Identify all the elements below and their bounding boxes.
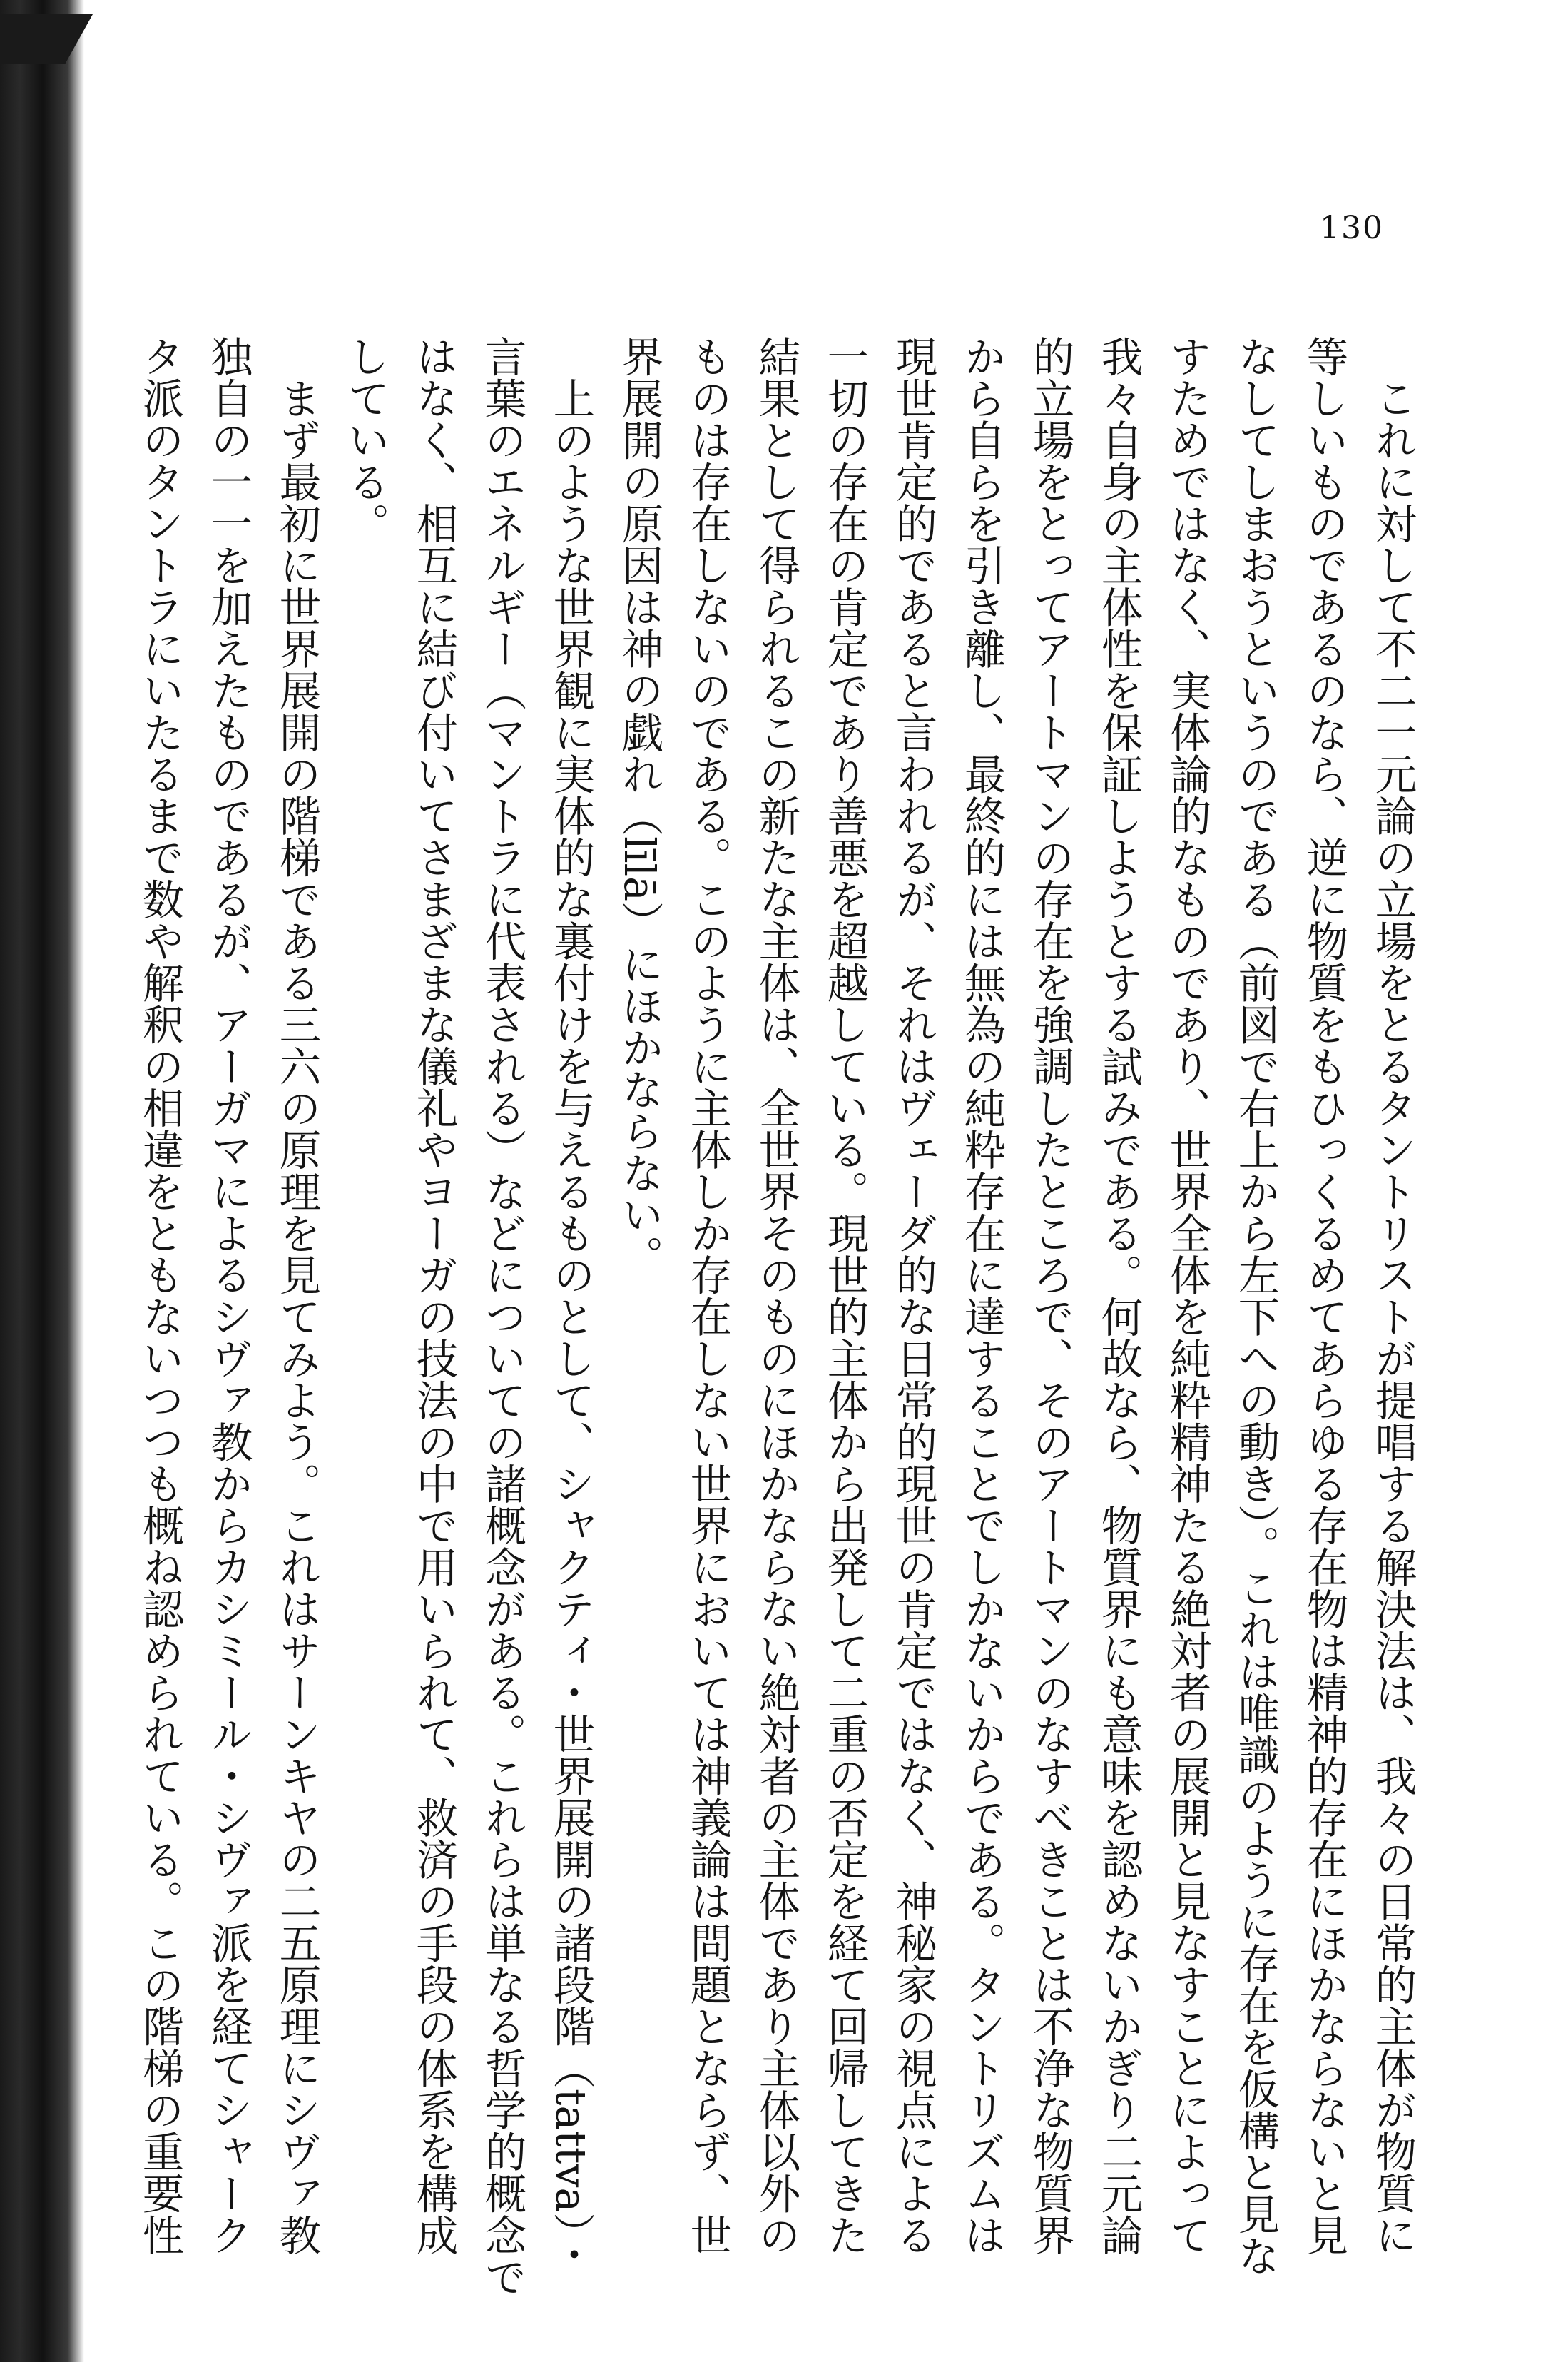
- text-line: 独自の一一を加えたものであるが、アーガマによるシヴァ教からカシミール・シヴァ派を経てシャーク: [204, 335, 253, 2256]
- text-line: 一切の存在の肯定であり善悪を超越している。現世的主体から出発して二重の否定を経て回帰してきた: [820, 335, 869, 2256]
- text-line: ものは存在しないのである。このように主体しか存在しない世界においては神義論は問題とならず、世: [683, 335, 732, 2256]
- text-line: から自らを引き離し、最終的には無為の純粋存在に達することでしかないからである。タントリズムは: [957, 335, 1006, 2256]
- text-line: 言葉のエネルギー（マントラに代表される）などについての諸概念がある。これらは単なる哲学的概念で: [478, 335, 526, 2298]
- binding-edge: [0, 0, 84, 2362]
- text-line: 我々自身の主体性を保証しようとする試みである。何故なら、物質界にも意味を認めないかぎり二元論: [1094, 335, 1143, 2256]
- text-line: 界展開の原因は神の戯れ（līlā）にほかならない。: [615, 335, 663, 1277]
- text-line: している。: [341, 335, 390, 544]
- text-line: タ派のタントラにいたるまで数や解釈の相違をともないつつも概ね認められている。この階梯の重要性: [136, 335, 184, 2256]
- text-line: はなく、相互に結び付いてさまざまな儀礼やヨーガの技法の中で用いられて、救済の手段の体系を構成: [409, 335, 458, 2256]
- text-line: なしてしまおうというのである（前図で右上から左下への動き）。これは唯識のように存在を仮構と見な: [1231, 335, 1280, 2277]
- text-line: すためではなく、実体論的なものであり、世界全体を純粋精神たる絶対者の展開と見なすことによって: [1163, 335, 1211, 2256]
- text-line: 的立場をとってアートマンの存在を強調したところで、そのアートマンのなすべきことは不浄な物質界: [1026, 335, 1074, 2256]
- page-number: 130: [1320, 210, 1384, 246]
- text-line: 現世肯定的であると言われるが、それはヴェーダ的な日常的現世の肯定ではなく、神秘家の視点による: [889, 335, 937, 2256]
- text-line: 等しいものであるのなら、逆に物質をもひっくるめてあらゆる存在物は精神的存在にほかならないと見: [1300, 335, 1348, 2256]
- body-text: [136, 335, 1427, 2298]
- text-line: これに対して不二一元論の立場をとるタントリストが提唱する解決法は、我々の日常的主体が物質に: [1368, 335, 1417, 2256]
- text-line: 結果として得られるこの新たな主体は、全世界そのものにほかならない絶対者の主体であり主体以外の: [752, 335, 800, 2256]
- text-line: まず最初に世界展開の階梯である三六の原理を見てみよう。これはサーンキヤの二五原理にシヴァ教: [273, 335, 321, 2256]
- text-line: 上のような世界観に実体的な裏付けを与えるものとして、シャクティ・世界展開の諸段階（tattva）・: [546, 335, 595, 2276]
